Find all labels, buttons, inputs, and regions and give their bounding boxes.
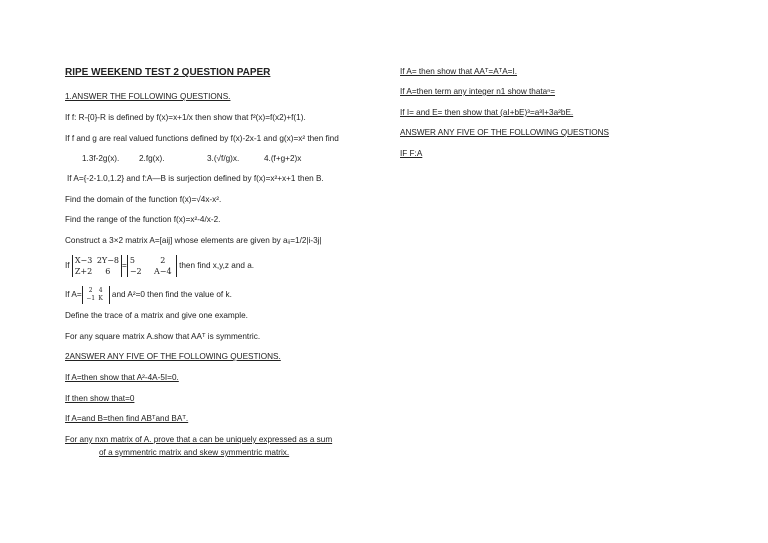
question-1: If f: R-{0}-R is defined by f(x)=x+1/x then show that f²(x)=f(x2)+f(1).: [65, 113, 306, 122]
matrix-row: [130, 256, 174, 265]
matrix-cell: K: [98, 294, 103, 302]
question-2-part-1: 1.3f-2g(x).: [82, 154, 120, 163]
question-2-part-4: 4.(f+g+2)x: [264, 154, 302, 163]
question-8-prefix: If A=: [65, 290, 82, 299]
question-8-matrix: [82, 286, 110, 304]
matrix-cell: −2: [129, 266, 142, 276]
question-8-suffix: and A²=0 then find the value of k.: [111, 290, 232, 299]
paper-title: RIPE WEEKEND TEST 2 QUESTION PAPER: [65, 67, 271, 78]
right-question-4: IF F:A: [400, 149, 423, 158]
question-6: Construct a 3×2 matrix A=[aij] whose elements are given by aᵢⱼ=1/2|i-3j|: [65, 236, 322, 245]
question-11: If A=then show that A²-4A-5I=0.: [65, 373, 179, 382]
question-7-prefix: If: [65, 261, 70, 270]
question-7-equals: =: [122, 261, 127, 270]
question-12: If then show that=0: [65, 394, 135, 403]
question-5: Find the range of the function f(x)=x²-4/x-2.: [65, 215, 221, 224]
matrix-row: [130, 267, 174, 276]
matrix-cell: X−3: [74, 255, 93, 265]
question-7-suffix: then find x,y,z and a.: [179, 261, 255, 270]
matrix-cell: A−4: [154, 266, 172, 276]
question-2-part-2: 2.fg(x).: [139, 154, 165, 163]
matrix-cell: −1: [86, 294, 96, 302]
matrix-row: [75, 256, 119, 265]
question-2: If f and g are real valued functions defined by f(x)-2x-1 and g(x)=x² then find: [65, 134, 339, 143]
matrix-cell: 2: [88, 286, 93, 294]
question-8: [65, 285, 232, 305]
right-question-3: If I= and E= then show that (aI+bE)³=a³I+3a²bE.: [400, 108, 574, 117]
matrix-cell: 5: [129, 255, 135, 265]
matrix-cell: 2Y−8: [96, 255, 120, 265]
right-question-2: If A=then term any integer n1 show thataⁿ=: [400, 87, 556, 96]
matrix-cell: 6: [105, 266, 111, 276]
question-9: Define the trace of a matrix and give one example.: [65, 311, 248, 320]
matrix-cell: 4: [98, 286, 103, 294]
right-section-heading: ANSWER ANY FIVE OF THE FOLLOWING QUESTIONS: [400, 128, 609, 137]
question-7-matrix-right: [127, 255, 177, 277]
question-7-matrix-left: [72, 255, 122, 277]
matrix-row: [86, 295, 106, 302]
question-14-line-2: of a symmentric matrix and skew symmentric matrix.: [99, 448, 290, 457]
matrix-cell: 2: [160, 255, 166, 265]
matrix-cell: Z+2: [74, 266, 93, 276]
section2-heading: 2ANSWER ANY FIVE OF THE FOLLOWING QUESTIONS.: [65, 352, 281, 361]
question-13: If A=and B=then find ABᵀand BAᵀ.: [65, 414, 189, 423]
right-question-1: If A= then show that AAᵀ=AᵀA=I.: [400, 67, 518, 76]
matrix-row: [86, 287, 106, 294]
question-2-part-3: 3.(√f/g)x.: [207, 154, 240, 163]
question-10: For any square matrix A.show that AAᵀ is symmentric.: [65, 332, 261, 341]
matrix-row: [75, 267, 119, 276]
question-7: [65, 254, 254, 278]
question-4: Find the domain of the function f(x)=√4x-x².: [65, 195, 222, 204]
question-3: If A={-2-1.0,1.2} and f:A—B is surjection defined by f(x)=x²+x+1 then B.: [67, 174, 324, 183]
question-14-line-1: For any nxn matrix of A. prove that a can be uniquely expressed as a sum: [65, 435, 333, 444]
section1-heading: 1.ANSWER THE FOLLOWING QUESTIONS.: [65, 92, 231, 101]
